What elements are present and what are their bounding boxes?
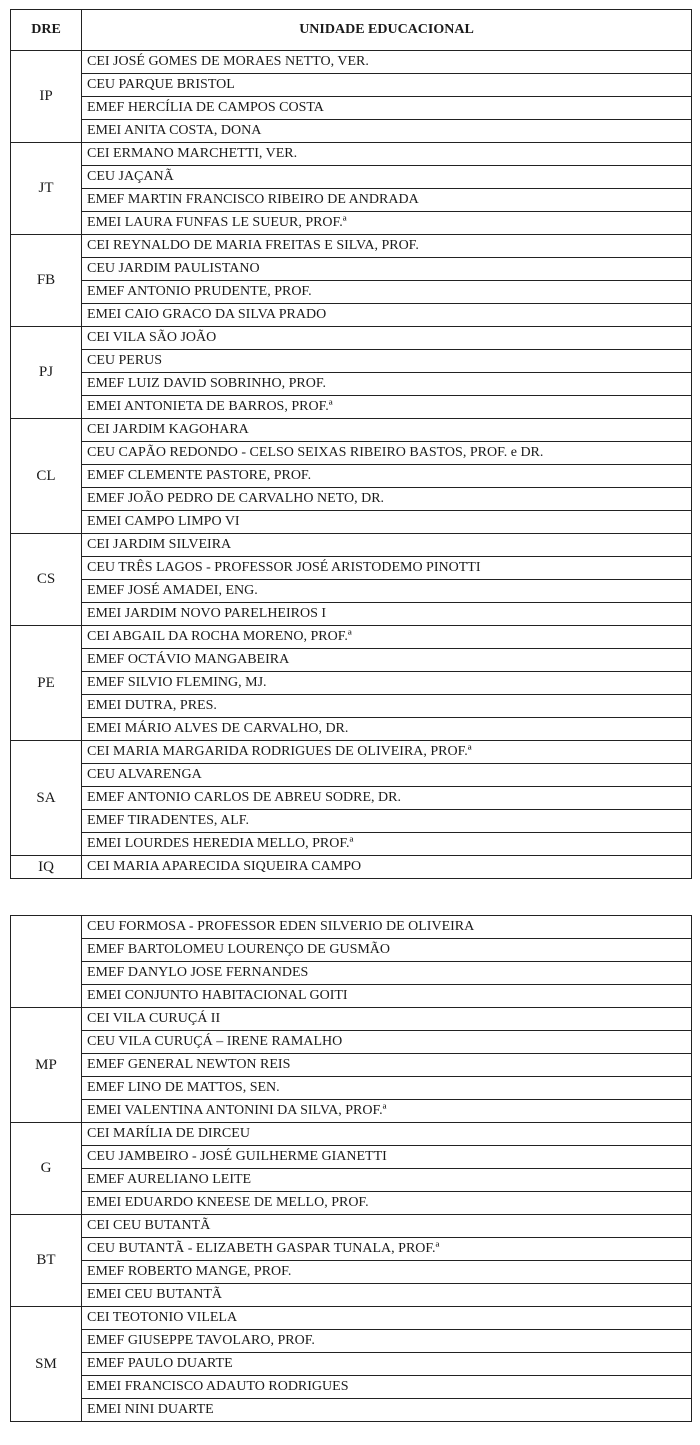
table-row — [11, 557, 692, 580]
table-row — [11, 1284, 692, 1307]
unidade-cell: EMEF JOSÉ AMADEI, ENG. — [82, 580, 692, 603]
unidade-cell: EMEF MARTIN FRANCISCO RIBEIRO DE ANDRADA — [82, 189, 692, 212]
unidade-cell: CEI VILA CURUÇÁ II — [82, 1008, 692, 1031]
table-row — [11, 373, 692, 396]
unidade-cell: CEI ERMANO MARCHETTI, VER. — [82, 143, 692, 166]
unidade-cell: EMEI ANTONIETA DE BARROS, PROF.ª — [82, 396, 692, 419]
unidade-cell: CEI REYNALDO DE MARIA FREITAS E SILVA, PROF. — [82, 235, 692, 258]
table-row — [11, 810, 692, 833]
unidade-cell: EMEI CEU BUTANTÃ — [82, 1284, 692, 1307]
unidade-cell: EMEI CAIO GRACO DA SILVA PRADO — [82, 304, 692, 327]
header-row — [11, 10, 692, 51]
table-row — [11, 1399, 692, 1422]
table-row — [11, 258, 692, 281]
unidade-cell: EMEF PAULO DUARTE — [82, 1353, 692, 1376]
table-row — [11, 396, 692, 419]
table-row — [11, 442, 692, 465]
table-row — [11, 985, 692, 1008]
table-row — [11, 74, 692, 97]
table-row — [11, 626, 692, 649]
unidade-cell: EMEF LINO DE MATTOS, SEN. — [82, 1077, 692, 1100]
unidade-cell: CEU PERUS — [82, 350, 692, 373]
unidade-cell: CEU PARQUE BRISTOL — [82, 74, 692, 97]
dre-cell: CL — [11, 419, 82, 534]
table-row — [11, 1123, 692, 1146]
unidade-cell: CEI TEOTONIO VILELA — [82, 1307, 692, 1330]
table-row — [11, 939, 692, 962]
dre-cell: FB — [11, 235, 82, 327]
unidade-cell: CEI JARDIM SILVEIRA — [82, 534, 692, 557]
unidade-cell: EMEF AURELIANO LEITE — [82, 1169, 692, 1192]
table-row — [11, 916, 692, 939]
table-row — [11, 488, 692, 511]
table-row — [11, 1031, 692, 1054]
unidade-cell: CEI VILA SÃO JOÃO — [82, 327, 692, 350]
unidade-cell: CEU JAMBEIRO - JOSÉ GUILHERME GIANETTI — [82, 1146, 692, 1169]
unidade-cell: CEU VILA CURUÇÁ – IRENE RAMALHO — [82, 1031, 692, 1054]
dre-cell: IQ — [11, 856, 82, 879]
unidade-column-header: UNIDADE EDUCACIONAL — [82, 10, 692, 51]
dre-cell: MP — [11, 1008, 82, 1123]
dre-cell: JT — [11, 143, 82, 235]
table-row — [11, 419, 692, 442]
table-row — [11, 281, 692, 304]
unidade-cell: EMEI LOURDES HEREDIA MELLO, PROF.ª — [82, 833, 692, 856]
table-row — [11, 235, 692, 258]
table-row — [11, 465, 692, 488]
unidade-cell: EMEF CLEMENTE PASTORE, PROF. — [82, 465, 692, 488]
table-row — [11, 603, 692, 626]
unidade-cell: EMEI FRANCISCO ADAUTO RODRIGUES — [82, 1376, 692, 1399]
unidade-cell: EMEF JOÃO PEDRO DE CARVALHO NETO, DR. — [82, 488, 692, 511]
unidade-cell: EMEI JARDIM NOVO PARELHEIROS I — [82, 603, 692, 626]
dre-cell: PJ — [11, 327, 82, 419]
unidade-cell: EMEF GENERAL NEWTON REIS — [82, 1054, 692, 1077]
table-row — [11, 1146, 692, 1169]
table-row — [11, 1008, 692, 1031]
table-row — [11, 741, 692, 764]
table-row — [11, 962, 692, 985]
table-row — [11, 1376, 692, 1399]
table-row — [11, 580, 692, 603]
table-row — [11, 534, 692, 557]
schools-table-part-1 — [10, 9, 692, 879]
unidade-cell: CEU JAÇANÃ — [82, 166, 692, 189]
unidade-cell: EMEI ANITA COSTA, DONA — [82, 120, 692, 143]
dre-cell — [11, 916, 82, 1008]
table-row — [11, 672, 692, 695]
unidade-cell: EMEF OCTÁVIO MANGABEIRA — [82, 649, 692, 672]
table-row — [11, 511, 692, 534]
unidade-cell: CEI MARÍLIA DE DIRCEU — [82, 1123, 692, 1146]
unidade-cell: EMEI DUTRA, PRES. — [82, 695, 692, 718]
dre-cell: SM — [11, 1307, 82, 1422]
unidade-cell: EMEF HERCÍLIA DE CAMPOS COSTA — [82, 97, 692, 120]
table-row — [11, 1077, 692, 1100]
table-row — [11, 166, 692, 189]
table-row — [11, 764, 692, 787]
table-row — [11, 212, 692, 235]
unidade-cell: CEU TRÊS LAGOS - PROFESSOR JOSÉ ARISTODEMO PINOTTI — [82, 557, 692, 580]
table-row — [11, 120, 692, 143]
unidade-cell: EMEI LAURA FUNFAS LE SUEUR, PROF.ª — [82, 212, 692, 235]
unidade-cell: EMEF GIUSEPPE TAVOLARO, PROF. — [82, 1330, 692, 1353]
table-row — [11, 856, 692, 879]
unidade-cell: CEI MARIA APARECIDA SIQUEIRA CAMPO — [82, 856, 692, 879]
dre-cell: CS — [11, 534, 82, 626]
unidade-cell: EMEF DANYLO JOSE FERNANDES — [82, 962, 692, 985]
table-row — [11, 189, 692, 212]
unidade-cell: EMEI MÁRIO ALVES DE CARVALHO, DR. — [82, 718, 692, 741]
table-row — [11, 1330, 692, 1353]
unidade-cell: CEI ABGAIL DA ROCHA MORENO, PROF.ª — [82, 626, 692, 649]
table-row — [11, 97, 692, 120]
unidade-cell: EMEI CONJUNTO HABITACIONAL GOITI — [82, 985, 692, 1008]
unidade-cell: EMEF ANTONIO PRUDENTE, PROF. — [82, 281, 692, 304]
unidade-cell: EMEF SILVIO FLEMING, MJ. — [82, 672, 692, 695]
table-row — [11, 1353, 692, 1376]
table-row — [11, 695, 692, 718]
dre-cell: BT — [11, 1215, 82, 1307]
unidade-cell: CEU CAPÃO REDONDO - CELSO SEIXAS RIBEIRO BASTOS, PROF. e DR. — [82, 442, 692, 465]
dre-cell: IP — [11, 51, 82, 143]
unidade-cell: EMEI VALENTINA ANTONINI DA SILVA, PROF.ª — [82, 1100, 692, 1123]
table-row — [11, 1192, 692, 1215]
unidade-cell: CEI JOSÉ GOMES DE MORAES NETTO, VER. — [82, 51, 692, 74]
table-row — [11, 1307, 692, 1330]
table-row — [11, 350, 692, 373]
unidade-cell: CEI JARDIM KAGOHARA — [82, 419, 692, 442]
table-row — [11, 718, 692, 741]
table-row — [11, 787, 692, 810]
unidade-cell: EMEF ANTONIO CARLOS DE ABREU SODRE, DR. — [82, 787, 692, 810]
unidade-cell: EMEF TIRADENTES, ALF. — [82, 810, 692, 833]
unidade-cell: CEU BUTANTÃ - ELIZABETH GASPAR TUNALA, PROF.ª — [82, 1238, 692, 1261]
table-row — [11, 1261, 692, 1284]
unidade-cell: EMEF ROBERTO MANGE, PROF. — [82, 1261, 692, 1284]
table-row — [11, 833, 692, 856]
unidade-cell: CEI CEU BUTANTÃ — [82, 1215, 692, 1238]
unidade-cell: CEI MARIA MARGARIDA RODRIGUES DE OLIVEIRA, PROF.ª — [82, 741, 692, 764]
table-row — [11, 1100, 692, 1123]
table-row — [11, 51, 692, 74]
dre-cell: G — [11, 1123, 82, 1215]
unidade-cell: EMEF BARTOLOMEU LOURENÇO DE GUSMÃO — [82, 939, 692, 962]
unidade-cell: EMEF LUIZ DAVID SOBRINHO, PROF. — [82, 373, 692, 396]
dre-cell: PE — [11, 626, 82, 741]
unidade-cell: CEU JARDIM PAULISTANO — [82, 258, 692, 281]
table-row — [11, 1215, 692, 1238]
table-row — [11, 1169, 692, 1192]
unidade-cell: EMEI NINI DUARTE — [82, 1399, 692, 1422]
table-row — [11, 1238, 692, 1261]
table-row — [11, 304, 692, 327]
dre-column-header: DRE — [11, 10, 82, 51]
table-row — [11, 143, 692, 166]
schools-table-part-2 — [10, 915, 692, 1422]
unidade-cell: CEU FORMOSA - PROFESSOR EDEN SILVERIO DE OLIVEIRA — [82, 916, 692, 939]
table-row — [11, 1054, 692, 1077]
unidade-cell: CEU ALVARENGA — [82, 764, 692, 787]
unidade-cell: EMEI EDUARDO KNEESE DE MELLO, PROF. — [82, 1192, 692, 1215]
unidade-cell: EMEI CAMPO LIMPO VI — [82, 511, 692, 534]
table-row — [11, 649, 692, 672]
dre-cell: SA — [11, 741, 82, 856]
table-row — [11, 327, 692, 350]
